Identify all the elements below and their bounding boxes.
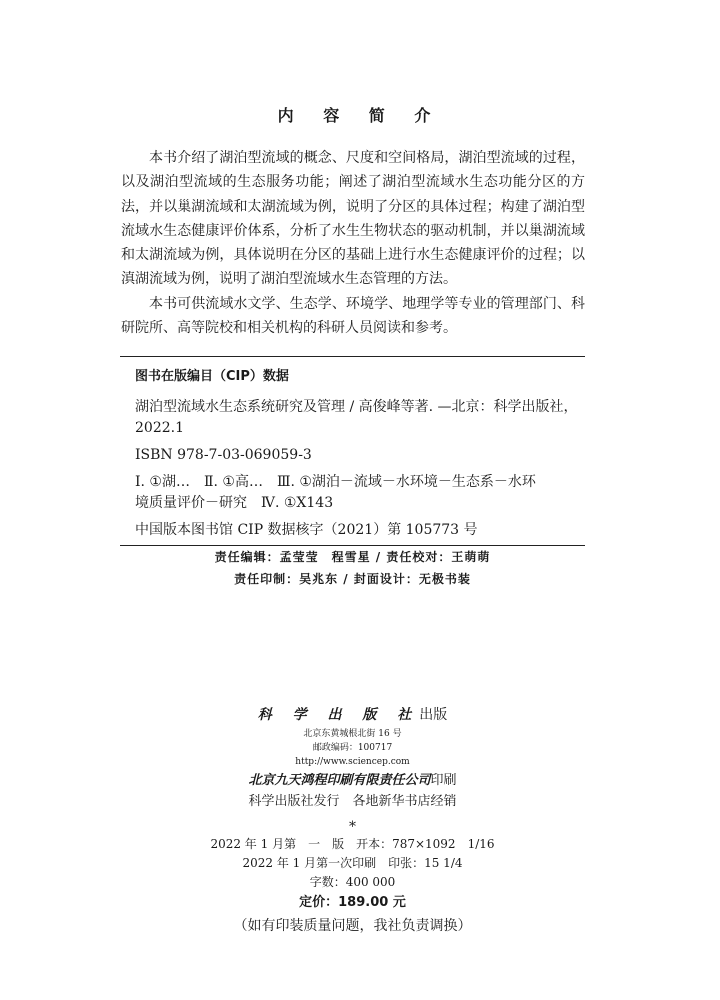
intro-title: 内 容 简 介 <box>277 106 443 125</box>
staff-line-1: 责任编辑：孟莹莹 程雪星 / 责任校对：王萌萌 <box>214 550 491 564</box>
distribution-line: 科学出版社发行 各地新华书店经销 <box>248 794 457 809</box>
quality-note: （如有印装质量问题，我社负责调换） <box>233 918 472 934</box>
cip-class-line-2: 境质量评价－研究 Ⅳ. ①X143 <box>135 495 334 511</box>
printer-name: 北京九天鸿程印刷有限责任公司 <box>248 773 431 788</box>
publisher-website: http://www.sciencep.com <box>295 757 410 767</box>
intro-paragraph-2: 本书可供流域水文学、生态学、环境学、地理学等专业的管理部门、科研院所、高等院校和相关机构的科研人员阅读和参考。 <box>121 295 585 337</box>
staff-line-2: 责任印制：吴兆东 / 封面设计：无极书装 <box>234 572 471 586</box>
word-count: 字数：400 000 <box>309 875 396 889</box>
cip-isbn: ISBN 978-7-03-069059-3 <box>135 447 312 463</box>
cip-bib-line-1: 湖泊型流域水生态系统研究及管理 / 高俊峰等著. —北京：科学出版社， <box>135 399 578 415</box>
staff-credits <box>120 546 585 590</box>
printer-suffix: 印刷 <box>430 773 457 788</box>
intro-paragraph-1: 本书介绍了湖泊型流域的概念、尺度和空间格局，湖泊型流域的过程，以及湖泊型流域的生态服务功能；阐述了湖泊型流域水生态功能分区的方法，并以巢湖流域和太湖流域为例，说明了分区的具体过程；构建了湖泊型流域水生态健康评价体系，分析了水生生物状态的驱动机制，并以巢湖流域和太湖流域为例，具体说明在分区的基础上进行水生态健康评价的过程；以滇湖流域为例，说明了湖泊型流域水生态管理的方法。 <box>121 150 585 288</box>
printing-line: 2022 年 1 月第一次印刷 印张：15 1/4 <box>242 856 463 870</box>
cip-bib-line-2: 2022.1 <box>135 420 184 436</box>
publisher-postcode: 邮政编码：100717 <box>312 743 393 753</box>
publisher-name: 科 学 出 版 社 <box>257 707 420 723</box>
cip-class-line-1: Ⅰ. ①湖… Ⅱ. ①高… Ⅲ. ①湖泊－流域－水环境－生态系－水环 <box>135 474 536 490</box>
separator-star: * <box>349 819 356 835</box>
publisher-suffix: 出版 <box>419 707 448 723</box>
intro-body <box>121 146 585 340</box>
imprint-block <box>120 703 585 938</box>
edition-line: 2022 年 1 月第 一 版 开本：787×1092 1/16 <box>210 837 495 851</box>
cip-record-line: 中国版本图书馆 CIP 数据核字（2021）第 105773 号 <box>135 522 478 538</box>
cip-data-block <box>120 356 585 546</box>
printer-line <box>120 771 585 791</box>
publisher-line <box>120 703 585 727</box>
price: 定价：189.00 元 <box>299 895 406 910</box>
cip-header: 图书在版编目（CIP）数据 <box>135 369 289 384</box>
publisher-address: 北京东黄城根北街 16 号 <box>303 729 402 739</box>
